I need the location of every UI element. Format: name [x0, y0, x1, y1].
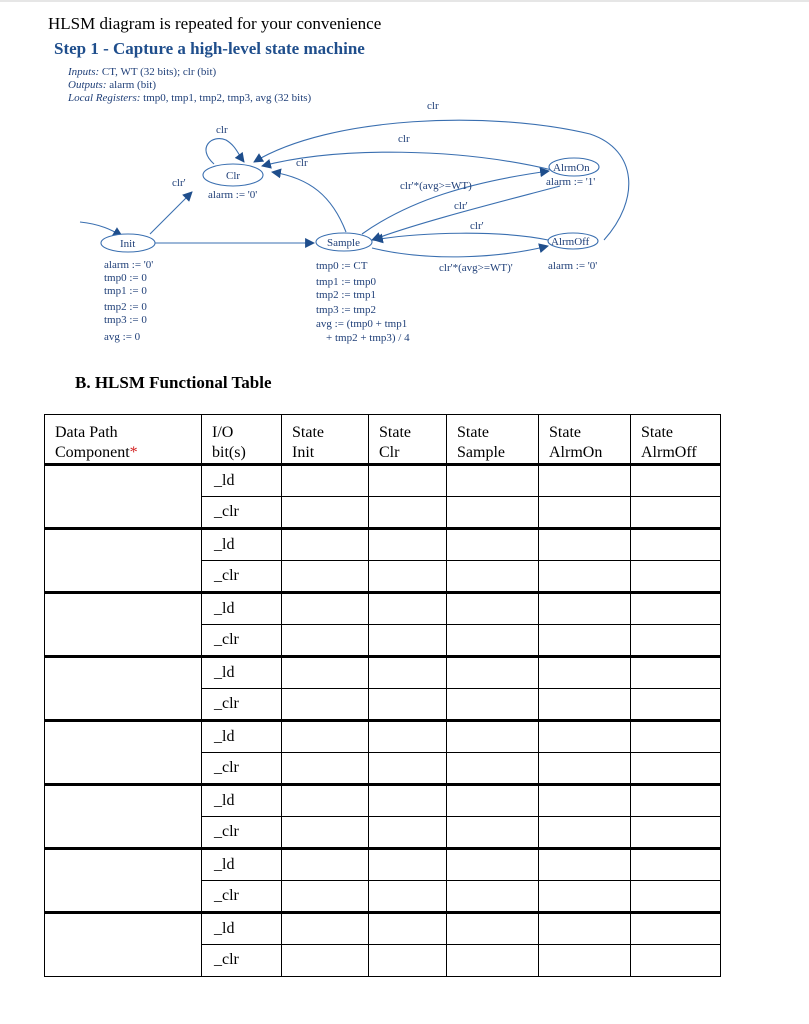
sample-action-line: tmp2 := tmp1	[316, 289, 376, 301]
state-init-cell[interactable]	[282, 817, 369, 849]
ld-signal-cell: _ld	[202, 721, 282, 753]
state-alrmoff-cell[interactable]	[631, 657, 721, 689]
state-clr-cell[interactable]	[369, 721, 447, 753]
init-actions	[104, 259, 153, 343]
state-sample-cell[interactable]	[447, 849, 539, 881]
state-sample-cell[interactable]	[447, 913, 539, 945]
entry-arrow	[80, 222, 122, 236]
sample-to-clr-label: clr	[296, 157, 308, 169]
state-alrmoff-cell[interactable]	[631, 785, 721, 817]
sample-action-line: + tmp2 + tmp3) / 4	[326, 332, 410, 344]
ld-signal-cell: _ld	[202, 657, 282, 689]
state-init-cell[interactable]	[282, 945, 369, 977]
state-clr-cell[interactable]	[369, 753, 447, 785]
init-to-clr-arrow	[150, 192, 192, 234]
sample-actions	[316, 260, 410, 344]
state-init-cell[interactable]	[282, 625, 369, 657]
state-sample-cell[interactable]	[447, 593, 539, 625]
intro-text: HLSM diagram is repeated for your convenience	[48, 14, 382, 33]
state-alrmon-cell[interactable]	[539, 721, 631, 753]
alrmoff-action: alarm := '0'	[548, 260, 598, 272]
alrmoff-to-sample-label: clr'	[470, 220, 484, 232]
state-alrmoff-cell[interactable]	[631, 497, 721, 529]
component-cell[interactable]	[45, 657, 202, 721]
state-alrmoff-cell[interactable]	[631, 817, 721, 849]
header-data-path-component: Data Path Component*	[45, 415, 202, 465]
ld-signal-cell: _ld	[202, 465, 282, 497]
state-init-cell[interactable]	[282, 465, 369, 497]
component-cell[interactable]	[45, 721, 202, 785]
state-init-cell[interactable]	[282, 497, 369, 529]
header-state-alrmon: State AlrmOn	[539, 415, 631, 465]
clr-signal-cell: _clr	[202, 625, 282, 657]
state-alrmoff-cell[interactable]	[631, 465, 721, 497]
state-alrmon-cell[interactable]	[539, 593, 631, 625]
sample-to-alrmoff-arrow	[372, 246, 548, 257]
component-cell[interactable]	[45, 849, 202, 913]
state-sample-cell[interactable]	[447, 945, 539, 977]
component-cell[interactable]	[45, 913, 202, 977]
table-row	[45, 465, 721, 497]
clr-signal-cell: _clr	[202, 689, 282, 721]
state-sample-cell[interactable]	[447, 785, 539, 817]
alrmon-action: alarm := '1'	[546, 176, 596, 188]
state-init-cell[interactable]	[282, 593, 369, 625]
state-alrmon-cell[interactable]	[539, 529, 631, 561]
clr-signal-cell: _clr	[202, 881, 282, 913]
sample-action-line: tmp0 := CT	[316, 260, 368, 272]
sample-action-line: avg := (tmp0 + tmp1	[316, 318, 408, 330]
init-action-line: tmp2 := 0	[104, 301, 147, 313]
header-state-alrmoff: State AlrmOff	[631, 415, 721, 465]
state-clr-cell[interactable]	[369, 561, 447, 593]
state-clr-cell[interactable]	[369, 529, 447, 561]
init-action-line: tmp1 := 0	[104, 285, 147, 297]
state-alrmon-cell[interactable]	[539, 497, 631, 529]
clr-signal-cell: _clr	[202, 753, 282, 785]
state-clr-cell[interactable]	[369, 593, 447, 625]
state-alrmon-cell[interactable]	[539, 817, 631, 849]
state-alrmon-cell[interactable]	[539, 689, 631, 721]
state-sample-cell[interactable]	[447, 497, 539, 529]
init-action-line: alarm := '0'	[104, 259, 154, 271]
sample-action-line: tmp1 := tmp0	[316, 276, 376, 288]
state-init-cell[interactable]	[282, 849, 369, 881]
state-init-cell[interactable]	[282, 913, 369, 945]
state-clr-cell[interactable]	[369, 881, 447, 913]
state-alrmoff-cell[interactable]	[631, 625, 721, 657]
clr-signal-cell: _clr	[202, 497, 282, 529]
state-sample-cell[interactable]	[447, 561, 539, 593]
state-alrmon-cell[interactable]	[539, 753, 631, 785]
state-alrmoff-cell[interactable]	[631, 881, 721, 913]
state-clr-cell[interactable]	[369, 785, 447, 817]
state-clr-cell[interactable]	[369, 945, 447, 977]
state-init-cell[interactable]	[282, 689, 369, 721]
inputs-spec: Inputs: CT, WT (32 bits); clr (bit)	[68, 66, 217, 78]
state-sample-cell[interactable]	[447, 689, 539, 721]
header-row	[45, 415, 721, 465]
state-alrmoff-cell[interactable]	[631, 689, 721, 721]
state-alrmon-cell[interactable]	[539, 465, 631, 497]
clr-signal-cell: _clr	[202, 817, 282, 849]
ld-signal-cell: _ld	[202, 593, 282, 625]
component-cell[interactable]	[45, 593, 202, 657]
state-alrmoff-cell[interactable]	[631, 561, 721, 593]
state-sample-cell[interactable]	[447, 465, 539, 497]
state-init-cell[interactable]	[282, 753, 369, 785]
clr-signal-cell: _clr	[202, 561, 282, 593]
state-alrmon-cell[interactable]	[539, 913, 631, 945]
state-clr-cell[interactable]	[369, 465, 447, 497]
state-sample-cell[interactable]	[447, 881, 539, 913]
functional-table	[44, 414, 721, 977]
state-alrmoff-cell[interactable]	[631, 593, 721, 625]
state-alrmoff-label: AlrmOff	[551, 236, 590, 248]
functional-table-title: B. HLSM Functional Table	[75, 373, 272, 392]
state-alrmoff-cell[interactable]	[631, 945, 721, 977]
state-init-cell[interactable]	[282, 529, 369, 561]
alrmoff-to-clr-label: clr	[427, 100, 439, 112]
state-alrmoff-cell[interactable]	[631, 913, 721, 945]
init-action-line: avg := 0	[104, 331, 141, 343]
state-clr-label: Clr	[226, 170, 241, 182]
locals-spec: Local Registers: tmp0, tmp1, tmp2, tmp3, avg (32 bits)	[68, 92, 312, 104]
state-init-label: Init	[120, 238, 136, 250]
state-init-cell[interactable]	[282, 561, 369, 593]
outputs-spec: Outputs: alarm (bit)	[68, 79, 156, 91]
clr-self-loop	[206, 139, 244, 164]
sample-to-alrmon-label: clr'*(avg>=WT)	[400, 180, 472, 192]
hlsm-diagram	[0, 0, 809, 365]
table-row	[45, 785, 721, 817]
alrmon-to-clr-label: clr	[398, 133, 410, 145]
state-alrmon-cell[interactable]	[539, 657, 631, 689]
state-sample-cell[interactable]	[447, 817, 539, 849]
step-title: Step 1 - Capture a high-level state machine	[54, 39, 365, 58]
state-init-cell[interactable]	[282, 721, 369, 753]
table-row	[45, 529, 721, 561]
component-cell[interactable]	[45, 529, 202, 593]
table-row	[45, 913, 721, 945]
header-state-init: State Init	[282, 415, 369, 465]
state-sample-label: Sample	[327, 237, 360, 249]
sample-to-clr-arrow	[272, 172, 346, 232]
state-clr-cell[interactable]	[369, 625, 447, 657]
state-alrmon-cell[interactable]	[539, 881, 631, 913]
init-to-clr-label: clr'	[172, 177, 186, 189]
state-alrmoff-cell[interactable]	[631, 721, 721, 753]
ld-signal-cell: _ld	[202, 529, 282, 561]
table-row	[45, 721, 721, 753]
state-alrmoff-cell[interactable]	[631, 529, 721, 561]
state-init-cell[interactable]	[282, 881, 369, 913]
table-row	[45, 593, 721, 625]
alrmoff-to-sample-arrow	[374, 233, 548, 240]
ld-signal-cell: _ld	[202, 849, 282, 881]
state-init-cell[interactable]	[282, 785, 369, 817]
alrmon-to-sample-label: clr'	[454, 200, 468, 212]
ld-signal-cell: _ld	[202, 913, 282, 945]
state-sample-cell[interactable]	[447, 529, 539, 561]
state-clr-cell[interactable]	[369, 689, 447, 721]
ld-signal-cell: _ld	[202, 785, 282, 817]
init-action-line: tmp0 := 0	[104, 272, 147, 284]
state-alrmon-cell[interactable]	[539, 625, 631, 657]
sample-action-line: tmp3 := tmp2	[316, 304, 376, 316]
state-clr-cell[interactable]	[369, 497, 447, 529]
alrmon-to-sample-arrow	[372, 186, 560, 240]
state-clr-cell[interactable]	[369, 913, 447, 945]
state-sample-cell[interactable]	[447, 657, 539, 689]
header-io-bits: I/O bit(s)	[202, 415, 282, 465]
state-alrmon-cell[interactable]	[539, 785, 631, 817]
state-alrmon-cell[interactable]	[539, 945, 631, 977]
table-row	[45, 849, 721, 881]
clr-action: alarm := '0'	[208, 189, 258, 201]
component-cell[interactable]	[45, 465, 202, 529]
header-state-clr: State Clr	[369, 415, 447, 465]
clr-self-label: clr	[216, 124, 228, 136]
state-alrmoff-cell[interactable]	[631, 849, 721, 881]
state-alrmon-cell[interactable]	[539, 849, 631, 881]
required-asterisk: *	[129, 444, 138, 461]
clr-signal-cell: _clr	[202, 945, 282, 977]
state-alrmoff-cell[interactable]	[631, 753, 721, 785]
state-alrmon-label: AlrmOn	[553, 162, 590, 174]
state-clr-cell[interactable]	[369, 849, 447, 881]
state-sample-cell[interactable]	[447, 625, 539, 657]
state-sample-cell[interactable]	[447, 721, 539, 753]
state-init-cell[interactable]	[282, 657, 369, 689]
component-cell[interactable]	[45, 785, 202, 849]
state-clr-cell[interactable]	[369, 657, 447, 689]
state-clr-cell[interactable]	[369, 817, 447, 849]
state-sample-cell[interactable]	[447, 753, 539, 785]
header-state-sample: State Sample	[447, 415, 539, 465]
table-row	[45, 657, 721, 689]
state-alrmon-cell[interactable]	[539, 561, 631, 593]
init-action-line: tmp3 := 0	[104, 314, 147, 326]
sample-to-alrmoff-label: clr'*(avg>=WT)'	[439, 262, 513, 274]
